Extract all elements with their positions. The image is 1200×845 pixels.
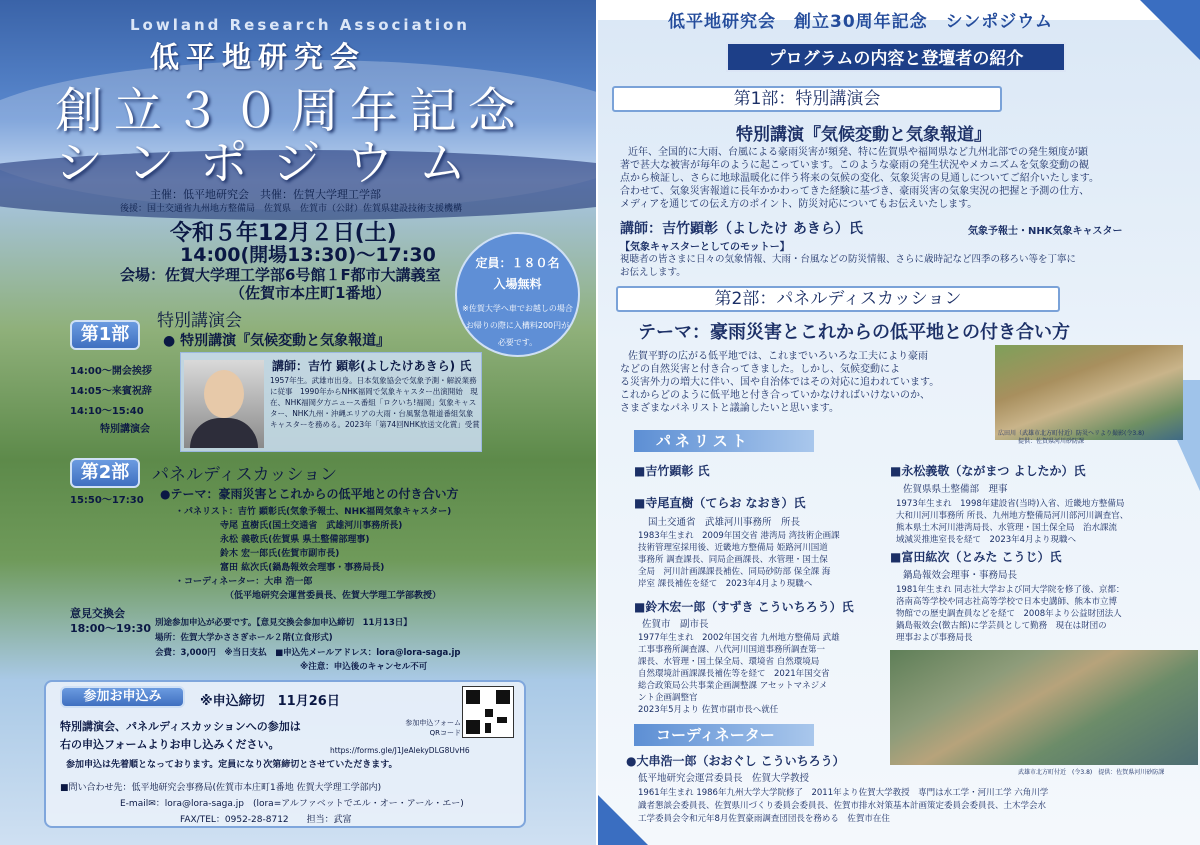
- lecture-para: 著で甚大な被害が毎年のように起こっています。このような豪雨の発生状況やメカニズムを気象変動の観: [620, 160, 1089, 171]
- hosts: 主催：低平地研究会 共催：佐賀大学理工学部: [150, 188, 381, 201]
- motto-text: 視聴者の皆さまに日々の気象情報、大雨・台風などの防災情報、さらに歳時記など四季の移ろい等を丁寧に: [620, 254, 1077, 265]
- panelist-bio: 理事および事務局長: [896, 633, 973, 643]
- parking-note: お帰りの際に入構料200円が: [465, 321, 570, 330]
- flood-aerial-photo: [995, 345, 1183, 440]
- apply-text: 特別講演会、パネルディスカッションへの参加は: [60, 720, 301, 733]
- part1-title: 特別講演会: [157, 311, 242, 331]
- contact-line: ■問い合わせ先：低平地研究会事務局(佐賀市本庄町1番地 佐賀大学理工学部内): [60, 783, 382, 793]
- panelist-name: ■永松義敬（ながまつ よしたか）氏: [890, 464, 1086, 478]
- parking-note: 必要です。: [497, 338, 538, 347]
- lecture-para: 合わせて、気象災害報道に長年かかわってきた経験に基づき、豪雨災害の気象実況の把握と予測の仕方、: [620, 186, 1090, 197]
- panelist-bio: 1973年生まれ 1998年建設省(当時)入省、近畿地方整備局: [896, 499, 1125, 509]
- motto-text: お伝えします。: [620, 267, 686, 278]
- main-title-line1: 創立３０周年記念: [55, 83, 528, 139]
- page-title: 低平地研究会 創立30周年記念 シンポジウム: [668, 12, 1054, 32]
- panelist-bio: 自然環境計画課課長補佐等を経て 2021年国交省: [638, 669, 830, 679]
- panelist-bio: 熊本県土木河川港湾局長、水管理・国土保全局 治水課流: [896, 523, 1118, 533]
- capacity-circle: [455, 232, 580, 357]
- panelist-line: 富田 紘次氏(鍋島報效会理事・事務局長): [220, 563, 385, 573]
- apply-text: 右の申込フォームよりお申し込みください。: [60, 738, 280, 751]
- part2-title: パネルディスカッション: [152, 465, 338, 485]
- panelist-title: 佐賀市 副市長: [642, 619, 709, 630]
- reception-time: 18:00～19:30: [70, 622, 152, 635]
- panelist-bio: 全局 河川計画課課長補佐、同局砂防部 保全課 海: [638, 567, 831, 577]
- speaker-photo: [184, 360, 264, 448]
- schedule-item: 14:00～開会挨拶: [70, 366, 152, 377]
- part1-badge: 第1部: [70, 320, 140, 350]
- apply-badge: 参加お申込み: [60, 686, 185, 708]
- venue-address: （佐賀市本庄町1番地）: [230, 284, 391, 302]
- part2-time: 15:50～17:30: [70, 495, 144, 506]
- program-banner: プログラムの内容と登壇者の紹介: [726, 42, 1066, 72]
- part2-bar: 第2部：パネルディスカッション: [616, 286, 1060, 312]
- panelist-label: パネリスト: [634, 430, 814, 452]
- reception-line: ※注意：申込後のキャンセル不可: [300, 662, 428, 672]
- reception-line: 会費：3,000円 ※当日支払 ■申込先メールアドレス：lora@lora-saga.jp: [155, 648, 461, 658]
- panelist-bio: 鍋島報效会(徴古館)に学芸員として勤務 現在は財団の: [896, 621, 1107, 631]
- qr-code[interactable]: [462, 686, 514, 738]
- panelist-bio: 物館での歴史調査員などを経て 2008年より公益財団法人: [896, 609, 1122, 619]
- reception-line: 別途参加申込が必要です。【意見交換会参加申込締切 11月13日】: [155, 618, 412, 628]
- theme-para: 佐賀平野の広がる低平地では、これまでいろいろな工夫により豪雨: [628, 351, 928, 362]
- theme-para: る災害外力の増大に伴い、国や自治体ではその対応に追われています。: [620, 377, 940, 388]
- contact-line: E-mail✉：lora@lora-saga.jp (lora=アルファベットでエル・オー・アール・エー): [120, 799, 464, 809]
- panelist-name: ■富田紘次（とみた こうじ）氏: [890, 550, 1062, 564]
- contact-line: FAX/TEL：0952-28-8712 担当：武富: [180, 815, 352, 825]
- coordinator-line: （低平地研究会運営委員長、佐賀大学理工学部教授）: [225, 591, 442, 601]
- apply-text: 参加申込は先着順となっております。定員になり次第締切とさせていただきます。: [66, 760, 398, 770]
- apply-url[interactable]: https://forms.gle/J1JeAlekyDLG8UvH6: [330, 746, 470, 755]
- lecture-speaker: 講師：吉竹顕彰（よしたけ あきら）氏: [620, 221, 863, 237]
- photo-caption: 提供：佐賀県河川砂防課: [1018, 438, 1085, 445]
- panelist-line: ・パネリスト：吉竹 顕彰氏(気象予報士、NHK福岡気象キャスター): [175, 507, 452, 517]
- photo-caption: 広田川（武雄市北方町付近）防災ヘリより撮影(令3.8): [998, 430, 1145, 437]
- coordinator-bio: 識者懇談会委員長、佐賀県川づくり委員会委員長、佐賀市排水対策基本計画策定委員会委員長、土木学会水: [638, 801, 1047, 811]
- panelist-bio: 1983年生まれ 2009年国交省 港湾局 湾技術企画課: [638, 531, 840, 541]
- schedule-item: 14:05～来賓祝辞: [70, 386, 152, 397]
- sponsors: 後援：国土交通省九州地方整備局 佐賀県 佐賀市（公財）佐賀県建設技術支援機構: [120, 204, 463, 214]
- photo-caption: 武雄市北方町付近 (令3.8) 提供：佐賀県河川砂防課: [1018, 769, 1165, 776]
- main-title-line2: シンポジウム: [55, 135, 492, 191]
- coordinator-bio: 1961年生まれ 1986年九州大学大学院修了 2011年より佐賀大学教授 専門は水工学・河川工学 六角川学: [638, 788, 1049, 798]
- panelist-line: 寺尾 直樹氏(国土交通省 武雄河川事務所長): [220, 521, 403, 531]
- panelist-title: 鍋島報效会理事・事務局長: [903, 570, 1018, 581]
- free-admission: 入場無料: [493, 277, 542, 291]
- motto-title: 【気象キャスターとしてのモットー】: [620, 242, 790, 253]
- decorative-corner: [1110, 0, 1200, 90]
- lecture-title: 特別講演『気候変動と気象報道』: [736, 125, 991, 145]
- panelist-line: 永松 義敬氏(佐賀県 県土整備部理事): [220, 535, 370, 545]
- schedule-item: 特別講演会: [100, 424, 150, 435]
- flyer-front: [0, 0, 596, 845]
- theme-para: などの自然災害と付き合ってきました。しかし、気候変動によ: [620, 364, 900, 375]
- panelist-bio: 課長、水管理・国土保全局、環境省 自然環境局: [638, 657, 820, 667]
- capacity: 定員：１８０名: [475, 256, 560, 270]
- event-date: 令和５年12月２日(土): [170, 221, 397, 246]
- panelist-bio: ント企画調整官: [638, 693, 698, 703]
- theme-para: さまざまなパネリストと議論したいと思います。: [620, 403, 839, 414]
- panelist-bio: 工事事務所調査課、八代河川国道事務所調査第一: [638, 645, 826, 655]
- panelist-bio: 技術管理室採用後、近畿地方整備局 姫路河川国道: [638, 543, 828, 553]
- coordinator-label: コーディネーター: [634, 724, 814, 746]
- qr-label-line: 参加申込フォーム: [405, 719, 461, 727]
- panelist-title: 佐賀県県土整備部 理事: [903, 484, 1008, 495]
- reception-title: 意見交換会: [70, 607, 125, 620]
- theme-para: これからどのように低平地と付き合っていかなければいけないのか、: [620, 390, 930, 401]
- lecture-para: メディアを通じての伝え方のポイント、防災対応についてもお伝えいたします。: [620, 199, 978, 210]
- schedule-item: 14:10～15:40: [70, 406, 144, 417]
- panelist-name: ■吉竹顕彰 氏: [634, 464, 710, 478]
- panelist-bio: 洛南高等学校や同志社高等学校で日本史講師、熊本市立博: [896, 597, 1118, 607]
- part2-theme: ●テーマ：豪雨災害とこれからの低平地との付き合い方: [160, 487, 459, 501]
- part2-badge: 第2部: [70, 458, 140, 488]
- coordinator-name: ●大串浩一郎（おおぐし こういちろう）: [626, 754, 845, 768]
- panelist-bio: 1981年生まれ 同志社大学および同大学院を修了後、京都：: [896, 585, 1125, 595]
- coordinator-line: ・コーディネーター：大串 浩一郎: [175, 577, 313, 587]
- apply-deadline: ※申込締切 11月26日: [200, 694, 340, 709]
- lecture-speaker-role: 気象予報士・NHK気象キャスター: [968, 226, 1123, 237]
- flyer-back: [598, 0, 1200, 845]
- part1-bar: 第1部：特別講演会: [612, 86, 1002, 112]
- qr-label: [395, 718, 461, 738]
- panelist-bio: 事務所 調査課長、同局企画課長、水管理・国土保: [638, 555, 828, 565]
- panelist-name: ■寺尾直樹（てらお なおき）氏: [634, 496, 806, 510]
- event-time: 14:00(開場13:30)～17:30: [180, 244, 436, 266]
- panelist-title: 国土交通省 武雄河川事務所 所長: [648, 517, 801, 528]
- panelist-bio: 域減災推進室長を経て 2023年4月より現職へ: [896, 535, 1077, 545]
- parking-note: ※佐賀大学へ車でお越しの場合: [462, 304, 573, 313]
- part1-lecture: ● 特別講演『気候変動と気象報道』: [163, 333, 391, 349]
- lecture-para: 点から検証し、さらに地球温暖化に伴う将来の気候の変化、気象災害の見通しについてご紹介いたします。: [620, 173, 1099, 184]
- panelist-bio: 大和川河川事務所 所長、九州地方整備局河川部河川調査官、: [896, 511, 1129, 521]
- panelist-bio: 岸室 課長補佐を経て 2023年4月より現職へ: [638, 579, 813, 589]
- coordinator-bio: 工学委員会令和元年8月佐賀豪雨調査団団長を務める 佐賀市在住: [638, 814, 890, 824]
- speaker-name: 講師：吉竹 顕彰(よしたけあきら) 氏: [272, 359, 472, 373]
- panelist-bio: 1977年生まれ 2002年国交省 九州地方整備局 武雄: [638, 633, 840, 643]
- panel-theme: テーマ：豪雨災害とこれからの低平地との付き合い方: [638, 322, 1070, 343]
- reception-line: 場所：佐賀大学かささぎホール２階(立食形式): [155, 633, 333, 643]
- coordinator-title: 低平地研究会運営委員長 佐賀大学教授: [638, 773, 810, 784]
- title-english: Lowland Research Association: [130, 16, 470, 34]
- organization-name: 低平地研究会: [150, 40, 367, 74]
- panelist-bio: 総合政策局公共事業企画調整課 アセットマネジメ: [638, 681, 828, 691]
- panelist-bio: 2023年5月より 佐賀市副市長へ就任: [638, 705, 779, 715]
- venue: 会場：佐賀大学理工学部6号館１F都市大講義室: [120, 266, 441, 284]
- flood-photo: [890, 650, 1198, 765]
- lecture-para: 近年、全国的に大雨、台風による豪雨災害が頻発、特に佐賀県や福岡県など九州北部での発生頻度が顕: [628, 147, 1088, 158]
- panelist-name: ■鈴木宏一郎（すずき こういちろう）氏: [634, 600, 854, 614]
- qr-label-line: QRコード: [429, 729, 461, 737]
- speaker-bio: 1957年生。武雄市出身。日本気象協会で気象予測・解説業務に従事 1990年からNHK福岡で気象キャスター出演開始 現在、NHK福岡夕方ニュース番組「ロクいち!福岡」気象キャスター、NHK九州・沖縄エリアの大雨・台風緊急報道番組気象キャスターを務める。2023年「第74回NHK放送文化賞」受賞: [270, 376, 480, 429]
- panelist-line: 鈴木 宏一郎氏(佐賀市副市長): [220, 549, 340, 559]
